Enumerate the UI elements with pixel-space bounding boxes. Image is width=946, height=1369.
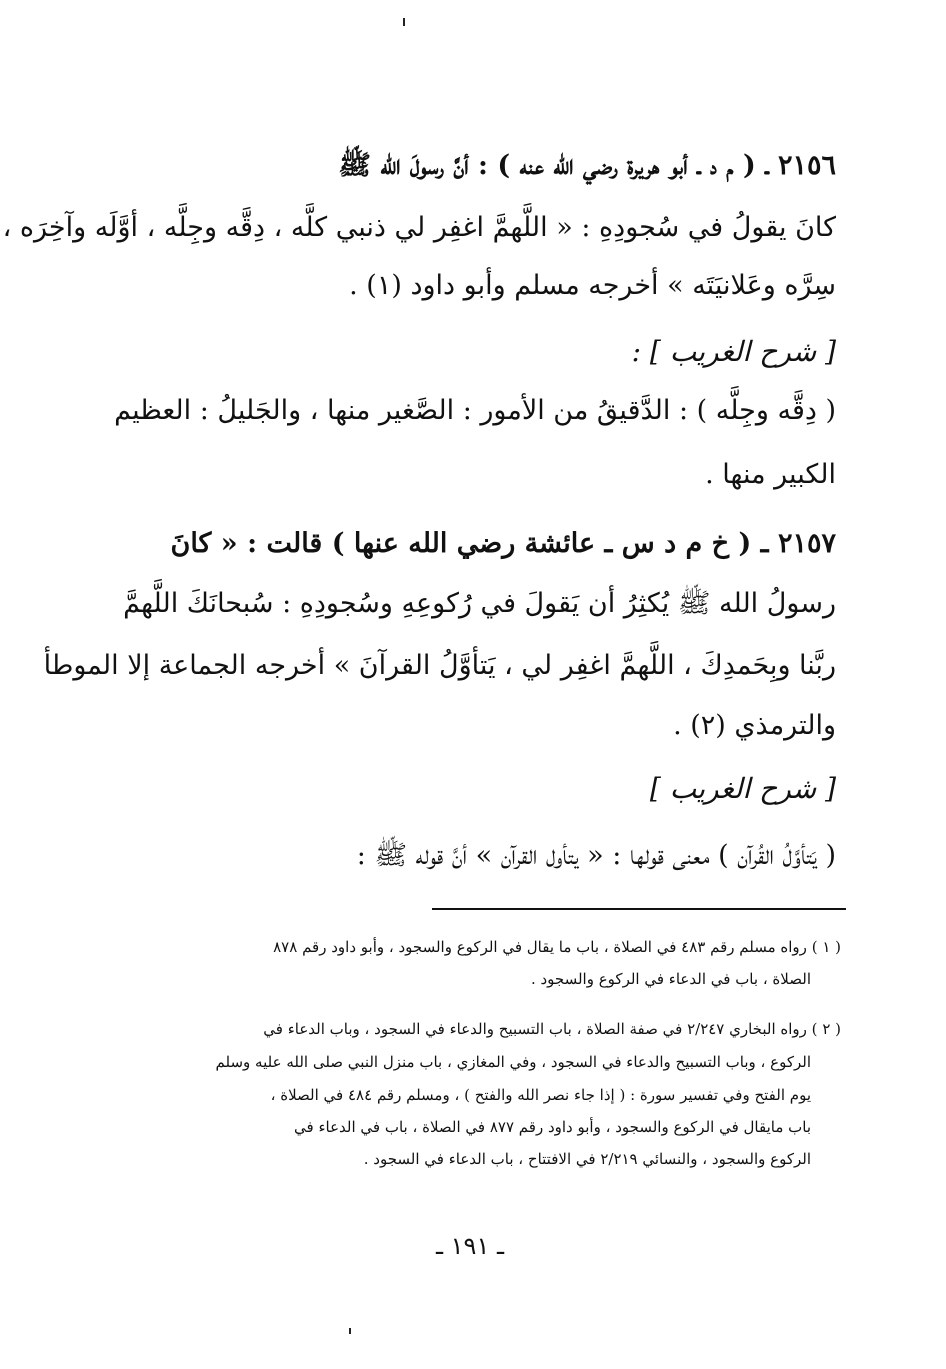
gharib-section-1	[110, 335, 836, 505]
gharib-heading-2: [ شرح الغريب ]	[649, 772, 836, 805]
footnote-2-line-1: ( ٢ ) رواه البخاري ٢/٢٤٧ في صفة الصلاة ، باب التسبيح والدعاء في السجود ، وباب الدعاء في	[263, 1020, 841, 1038]
hadith-2157-line-4: والترمذي (٢) .	[673, 710, 836, 741]
page-number	[380, 1232, 560, 1266]
gharib-heading-1: [ شرح الغريب ] :	[631, 335, 836, 368]
hadith-2157-line-3: ربَّنا وبِحَمدِكَ ، اللَّهمَّ اغفِر لي ، يَتأوَّلُ القرآنَ » أخرجه الجماعة إلا الموطأ	[43, 650, 836, 681]
hadith-2157	[43, 528, 836, 758]
footnotes	[120, 938, 841, 1198]
hadith-2157-line-2: رسولُ الله ﷺ يُكثِرُ أن يَقولَ في رُكوعِهِ وسُجودِهِ : سُبحانَكَ اللَّهمَّ	[123, 588, 836, 619]
footnote-2-line-2: الركوع ، وباب التسبيح والدعاء في السجود ، وفي المغازي ، باب منزل النبي صلى الله عليه وسلم	[215, 1053, 811, 1071]
hadith-2156-line-2: كانَ يقولُ في سُجودِهِ : « اللَّهمَّ اغفِر لي ذنبي كلَّه ، دِقَّه وجِلَّه ، أوَّلَه وآخِرَه ،	[2, 212, 836, 243]
footnote-2-line-3: يوم الفتح وفي تفسير سورة : ( إذا جاء نصر الله والفتح ) ، ومسلم رقم ٤٨٤ في الصلاة ،	[270, 1086, 811, 1104]
gharib-1-line-2: الكبير منها .	[705, 459, 836, 490]
footnote-2-line-4: باب مايقال في الركوع والسجود ، وأبو داود رقم ٨٧٧ في الصلاة ، باب في الدعاء في	[294, 1118, 811, 1136]
hadith-2156	[2, 148, 836, 318]
scan-speck	[403, 18, 405, 26]
hadith-2157-line-1: ٢١٥٧ ـ ( خ م د س ـ عائشة رضي الله عنها ) قالت : « كانَ	[170, 528, 836, 559]
footnote-1-line-2: الصلاة ، باب في الدعاء في الركوع والسجود .	[530, 970, 811, 988]
gharib-2-line-1: ( يَتأوَّلُ القُرآن ) معنى قولها : « يتأول القرآن » أنَّ قوله ﷺ :	[356, 840, 836, 871]
footnote-separator	[432, 908, 846, 910]
hadith-2156-line-3: سِرَّه وعَلانيَتَه » أخرجه مسلم وأبو داود (١) .	[349, 270, 836, 301]
gharib-1-line-1: ( دِقَّه وجِلَّه ) : الدَّقيقُ من الأمور : الصَّغير منها ، والجَليلُ : العظيم	[114, 395, 836, 426]
page-number-text: ـ ١٩١ ـ	[435, 1232, 504, 1260]
gharib-section-2	[110, 772, 836, 892]
scan-speck	[349, 1328, 351, 1334]
hadith-2156-line-1: ٢١٥٦ ـ ( م د ـ أبو هريرة رضي الله عنه ) : أنَّ رسولَ الله ﷺ	[338, 150, 836, 181]
footnote-1-line-1: ( ١ ) رواه مسلم رقم ٤٨٣ في الصلاة ، باب ما يقال في الركوع والسجود ، وأبو داود رقم ٨٧٨	[273, 938, 841, 956]
footnote-2-line-5: الركوع والسجود ، والنسائي ٢/٢١٩ في الافتتاح ، باب الدعاء في السجود .	[363, 1150, 811, 1168]
